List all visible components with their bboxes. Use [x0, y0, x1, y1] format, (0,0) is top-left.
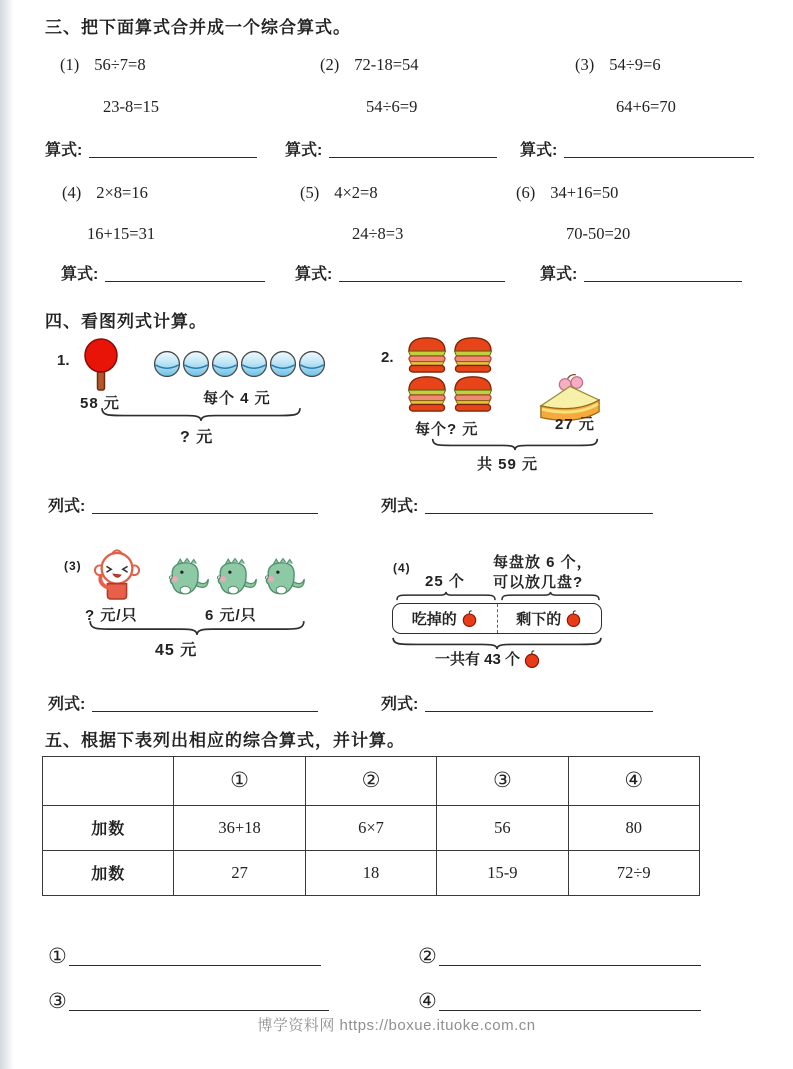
footer-watermark: 博学资料网 https://boxue.ituoke.com.cn [257, 1017, 536, 1034]
problem-2-number: (2) [320, 55, 340, 74]
dino-price-label: 6 元/只 [205, 607, 257, 624]
ball-icon [182, 350, 210, 378]
lieshi-row-2-2 [381, 691, 653, 714]
dino-row [164, 557, 306, 601]
col-header-2: ② [305, 757, 436, 806]
lieshi-row-1-2 [381, 493, 653, 516]
apple-icon [461, 610, 478, 627]
table-header-row [43, 757, 700, 806]
problem-6-number: (6) [516, 183, 536, 202]
eaten-cell [393, 604, 497, 633]
section4-title: 四、看图列式计算。 [45, 312, 207, 331]
problem-4-number: (4) [62, 183, 82, 202]
suanshi-label: 算式: [520, 142, 558, 159]
row-1-cell-3: 56 [437, 805, 568, 850]
eaten-count-label: 25 个 [425, 573, 465, 590]
lieshi-label: 列式: [381, 696, 419, 713]
hamburger-icon [452, 335, 494, 373]
problem-4-eq2: 16+15=31 [87, 224, 156, 243]
problem-2 [320, 55, 419, 75]
answer-line-4 [418, 989, 701, 1014]
lieshi-row-1-1 [48, 493, 318, 516]
problem-3 [575, 55, 661, 75]
table-corner-cell [43, 757, 174, 806]
answer-row-1-1 [45, 137, 257, 160]
apple-icon [523, 650, 541, 668]
answer-blank-fig1[interactable] [92, 499, 318, 514]
figure-1-number: 1. [57, 352, 70, 369]
problem-6 [516, 183, 618, 203]
ball-icon [211, 350, 239, 378]
row-2-cell-1: 27 [174, 850, 305, 895]
problem-5-number: (5) [300, 183, 320, 202]
lieshi-row-2-1 [48, 691, 318, 714]
problem-2-eq2: 54÷6=9 [366, 97, 418, 116]
problem-6-eq1: 34+16=50 [550, 183, 619, 202]
problem-3-number: (3) [575, 55, 595, 74]
eaten-label: 吃掉的 [411, 611, 457, 628]
section3-title: 三、把下面算式合并成一个综合算式。 [45, 18, 351, 37]
answer-line-2 [418, 944, 701, 969]
row-2-label: 加数 [43, 850, 174, 895]
ball-icon [298, 350, 326, 378]
problem-3-eq1: 54÷9=6 [609, 55, 661, 74]
problem-6-eq2: 70-50=20 [566, 224, 631, 243]
lieshi-label: 列式: [48, 498, 86, 515]
brace-up-icon [396, 591, 496, 601]
suanshi-label: 算式: [61, 266, 99, 283]
hamburger-icon [452, 374, 494, 412]
figure-2-total-label: 共 59 元 [477, 456, 539, 473]
balls-row [153, 350, 326, 378]
lieshi-label: 列式: [381, 498, 419, 515]
answer-blank-fig3[interactable] [92, 697, 318, 712]
problem-1-eq2: 23-8=15 [103, 97, 160, 116]
question-line-1: 每盘放 6 个， [493, 554, 593, 571]
brace-up-icon [501, 591, 600, 601]
brace-down-icon [431, 438, 599, 451]
apples-box [392, 603, 602, 634]
answer-row-2-2 [295, 261, 505, 284]
figure-1 [55, 336, 345, 448]
problem-1-eq1: 56÷7=8 [94, 55, 146, 74]
answer-3-number: ③ [48, 989, 67, 1013]
suanshi-label: 算式: [285, 142, 323, 159]
answer-blank-3[interactable] [564, 143, 754, 158]
remaining-cell [497, 604, 602, 633]
burger-price-label: 每个? 元 [415, 421, 479, 438]
answer-blank-fig4[interactable] [425, 697, 653, 712]
figure-4-number: (4) [393, 561, 411, 575]
remaining-label: 剩下的 [516, 611, 562, 628]
apple-icon [565, 610, 582, 627]
problem-5-eq2: 24÷8=3 [352, 224, 404, 243]
balls-price-label: 每个 4 元 [203, 390, 271, 407]
ball-icon [240, 350, 268, 378]
col-header-3: ③ [437, 757, 568, 806]
answer-4-number: ④ [418, 989, 437, 1013]
problem-5 [300, 183, 378, 203]
figure-4-total-label: 一共有 43 个 [435, 651, 521, 668]
row-2-cell-4: 72÷9 [568, 850, 699, 895]
hamburger-icon [406, 374, 448, 412]
answer-1-number: ① [48, 944, 67, 968]
answer-row-2-1 [61, 261, 265, 284]
problem-5-eq1: 4×2=8 [334, 183, 378, 202]
answer-line-1 [48, 944, 321, 969]
problem-2-eq1: 72-18=54 [354, 55, 419, 74]
monkey-price-label: ? 元/只 [85, 607, 138, 624]
problem-4 [62, 183, 148, 203]
lieshi-label: 列式: [48, 696, 86, 713]
col-header-4: ④ [568, 757, 699, 806]
problem-1-number: (1) [60, 55, 80, 74]
table-row [43, 805, 700, 850]
answer-blank-s5-3[interactable] [69, 996, 329, 1011]
brace-down-icon [100, 407, 302, 422]
cake-price-label: 27 元 [555, 416, 595, 433]
answer-blank-fig2[interactable] [425, 499, 653, 514]
answer-blank-s5-4[interactable] [439, 996, 701, 1011]
row-1-cell-2: 6×7 [305, 805, 436, 850]
hamburger-icon [406, 335, 448, 373]
figure-3-number: (3) [64, 559, 82, 573]
answer-2-number: ② [418, 944, 437, 968]
answer-line-3 [48, 989, 329, 1014]
figure-3-total-label: 45 元 [155, 642, 198, 659]
ball-icon [269, 350, 297, 378]
burger-grid [406, 335, 496, 412]
figure-4 [385, 547, 625, 668]
row-2-cell-3: 15-9 [437, 850, 568, 895]
answer-blank-6[interactable] [584, 267, 742, 282]
ping-pong-paddle-icon [83, 338, 119, 392]
answer-blank-5[interactable] [339, 267, 505, 282]
monkey-toy-icon [93, 549, 141, 603]
figure-3 [60, 549, 315, 657]
figure-2-number: 2. [381, 349, 394, 366]
answer-blank-s5-1[interactable] [69, 951, 321, 966]
table-row [43, 850, 700, 895]
problem-3-eq2: 64+6=70 [616, 97, 676, 116]
answer-blank-4[interactable] [105, 267, 265, 282]
problem-4-eq1: 2×8=16 [96, 183, 148, 202]
suanshi-label: 算式: [540, 266, 578, 283]
section5-title: 五、根据下表列出相应的综合算式，并计算。 [45, 731, 405, 750]
row-1-label: 加数 [43, 805, 174, 850]
dinosaur-toy-icon [260, 557, 306, 601]
question-line-2: 可以放几盘? [493, 574, 584, 591]
dinosaur-toy-icon [164, 557, 210, 601]
figure-1-total-label: ? 元 [180, 429, 214, 446]
col-header-1: ① [174, 757, 305, 806]
answer-row-1-3 [520, 137, 754, 160]
suanshi-label: 算式: [45, 142, 83, 159]
answer-blank-2[interactable] [329, 143, 497, 158]
paddle-price-label: 58 元 [80, 395, 120, 412]
answer-row-1-2 [285, 137, 497, 160]
answer-blank-1[interactable] [89, 143, 257, 158]
figure-4-total [435, 648, 541, 669]
problem-1 [60, 55, 146, 75]
row-2-cell-2: 18 [305, 850, 436, 895]
answer-blank-s5-2[interactable] [439, 951, 701, 966]
answer-row-2-3 [540, 261, 742, 284]
row-1-cell-4: 80 [568, 805, 699, 850]
suanshi-label: 算式: [295, 266, 333, 283]
row-1-cell-1: 36+18 [174, 805, 305, 850]
dinosaur-toy-icon [212, 557, 258, 601]
ball-icon [153, 350, 181, 378]
brace-down-icon [88, 620, 306, 636]
section5-table [42, 756, 700, 896]
figure-2 [375, 332, 625, 474]
